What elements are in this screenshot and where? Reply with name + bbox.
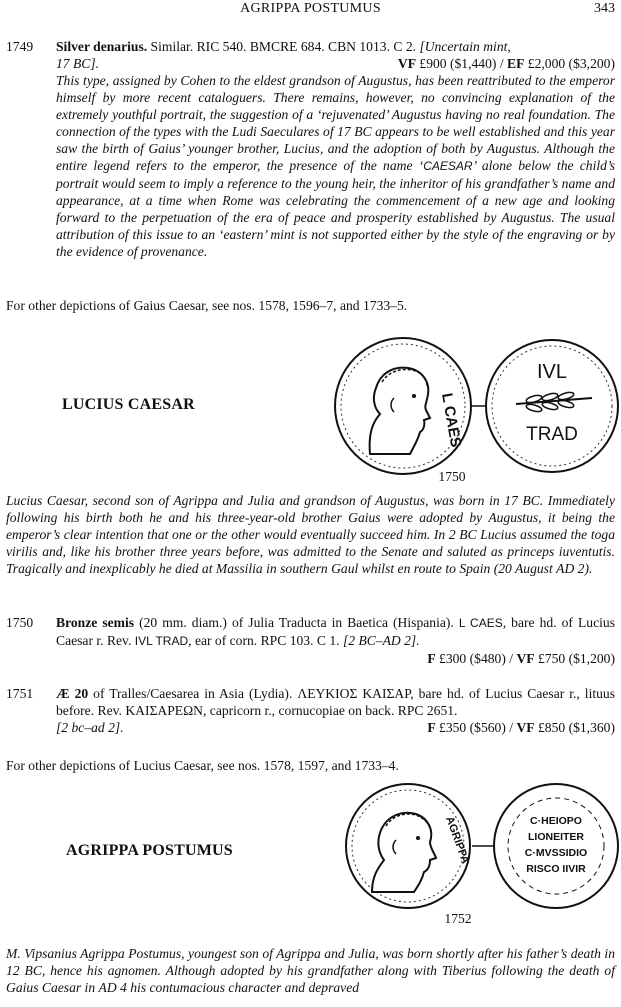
- entry-1749: [56, 38, 615, 260]
- entry-commentary: [56, 72, 615, 260]
- price-f: £300 ($480) /: [435, 651, 517, 666]
- entry-number: 1751: [6, 686, 34, 701]
- agrippa-biography: [6, 945, 615, 996]
- legend-caesar: CAESAR: [423, 159, 473, 173]
- price-vf: £850 ($1,360): [534, 720, 615, 735]
- price-line: [398, 55, 615, 72]
- entry-1751: [56, 685, 615, 736]
- obverse-legend: L CAES: [438, 391, 465, 449]
- bio-part: 4 his contumacious character and depraved: [116, 980, 360, 995]
- price-f: £350 ($560) /: [435, 720, 517, 735]
- entry-number: 1749: [6, 39, 34, 54]
- coin-desc: , ear of corn. RPC 103. C 1.: [188, 633, 343, 648]
- coin-desc: (20 mm. diam.) of Julia Traducta in Baetica (Hispania).: [134, 615, 459, 630]
- commentary-part: appears to be well established and this year saw the birth of Gaius’ younger brother, Lucius, and the adoption of both by Augustus. Although the entire legend refers to the emperor, the presence of the name ‘: [56, 124, 615, 173]
- bio-part: Lucius assumed the toga virilis and, like his brother three years before, was admitted to the Senate and saluted as princeps iuventutis. Tragically and inexplicably he died at Massilia in southern Gaul whilst en route to Spain (20 August: [6, 527, 615, 576]
- reverse-line-4: RISCO IIVIR: [526, 863, 586, 875]
- bio-part: Lucius Caesar, second son of Agrippa and Julia and grandson of Augustus, was born in 17: [6, 493, 523, 508]
- figure-number-1750: 1750: [438, 469, 466, 484]
- price-line: [427, 719, 615, 736]
- section-title-agrippa: AGRIPPA POSTUMUS: [66, 842, 233, 859]
- entry-number: 1750: [6, 615, 34, 630]
- lucius-biography: [6, 492, 615, 577]
- coin-date: [2 BC–AD 2].: [342, 633, 420, 648]
- era-mark: BC: [24, 963, 42, 978]
- page-number: 343: [594, 1, 615, 16]
- grade-f: F: [427, 651, 436, 666]
- obverse-legend: AGRIPPA: [443, 814, 472, 866]
- coin-name: Æ 20: [56, 686, 89, 701]
- grade-vf: VF: [516, 720, 535, 735]
- legend-obverse: L CAES: [458, 616, 503, 630]
- running-title: AGRIPPA POSTUMUS: [240, 1, 381, 16]
- coin-name: Silver denarius.: [56, 39, 148, 54]
- figure-number-1752: 1752: [444, 911, 472, 926]
- bio-part: , hence his agnomen. Although adopted by his grandfather along with Tiberius following the death of Gaius Caesar in: [6, 963, 615, 995]
- bio-part: M. Vipsanius Agrippa Postumus, youngest son of Agrippa and Julia, was born shortly after his father’s death in 12: [6, 946, 615, 978]
- coin-figure-1750: [330, 336, 620, 476]
- era-mark: AD: [556, 561, 575, 576]
- grade-vf: VF: [397, 56, 416, 71]
- grade-vf: VF: [516, 651, 535, 666]
- coin-desc: of Tralles/Caesarea in Asia (Lydia). ΛΕΥΚΙΟΣ ΚΑΙΣΑΡ, bare hd. of Lucius Caesar r., lituus before. Rev. ΚΑΙΣΑΡΕΩΝ, capricorn r., cornucopiae on back. RPC 2651.: [56, 686, 616, 718]
- price-ef: £2,000 ($3,200): [524, 56, 615, 71]
- price-line: [56, 650, 615, 667]
- grade-f: F: [427, 720, 436, 735]
- mint-note: [Uncertain mint,: [419, 39, 511, 54]
- coin-desc: , bare hd. of Lucius Caesar r. Rev.: [56, 615, 615, 648]
- coin-refs: Similar. RIC 540. BMCRE 684. CBN 1013. C 2.: [147, 39, 420, 54]
- coin-reverse: [486, 340, 618, 472]
- mint-date: 17 BC].: [56, 56, 100, 71]
- era-mark: AD: [98, 980, 117, 995]
- price-vf: £750 ($1,200): [534, 651, 615, 666]
- coin-reverse: [494, 784, 618, 908]
- grade-ef: EF: [507, 56, 525, 71]
- entry-1750: [56, 614, 615, 667]
- lucius-cross-reference: For other depictions of Lucius Caesar, see nos. 1578, 1597, and 1733–4.: [6, 758, 399, 773]
- coin-obverse: [346, 784, 471, 908]
- reverse-line-3: C·MVSSIDIO: [524, 847, 588, 859]
- era-mark: BC: [522, 493, 540, 508]
- coin-date: [2 bc–ad 2].: [56, 720, 124, 735]
- bio-part: 2).: [574, 561, 593, 576]
- coin-figure-1752: [338, 782, 620, 912]
- era-mark: BC: [354, 124, 372, 139]
- reverse-line-2: LIONEITER: [527, 831, 585, 843]
- reverse-line-1: C·HEIOPO: [530, 815, 582, 827]
- gaius-cross-reference: For other depictions of Gaius Caesar, see nos. 1578, 1596–7, and 1733–5.: [6, 298, 408, 313]
- coin-name: Bronze semis: [56, 615, 135, 630]
- commentary-part: This type, assigned by Cohen to the eldest grandson of Augustus, has been reattributed to the emperor himself by more recent cataloguers. There remains, however, no convincing explanation of the extremely youthful portrait, the suggestion of a ‘rejuvenated’ Augustus having no real foundation. The connection of the types with the Ludi Saeculares of 17: [56, 73, 615, 139]
- bio-part: . Immediately following his birth both he and his three-year-old brother Gaius were adopted by Augustus, it being the emperor’s clear intention that one or the other would eventually succeed him. In 2: [6, 493, 615, 542]
- era-mark: BC: [459, 527, 477, 542]
- commentary-part: ’ alone below the child’s portrait would seem to imply a reference to the young heir, the inheritor of his grandfather’s name and appearance, at a time when Rome was celebrating the commencement of a new age and looking forward to the perpetuation of the era of peace and prosperity established by Augustus. The usual attribution of this issue to an ‘eastern’ mint is not supported either by the style of the engraving or by the evidence of provenance.: [56, 158, 616, 259]
- section-title-lucius: LUCIUS CAESAR: [62, 396, 195, 413]
- reverse-legend-top: IVL: [536, 361, 568, 383]
- coin-obverse: [335, 338, 471, 474]
- running-header: [0, 0, 621, 18]
- price-vf: £900 ($1,440) /: [416, 56, 507, 71]
- reverse-legend-bottom: TRAD: [526, 424, 578, 445]
- legend-reverse: IVL TRAD: [134, 634, 189, 648]
